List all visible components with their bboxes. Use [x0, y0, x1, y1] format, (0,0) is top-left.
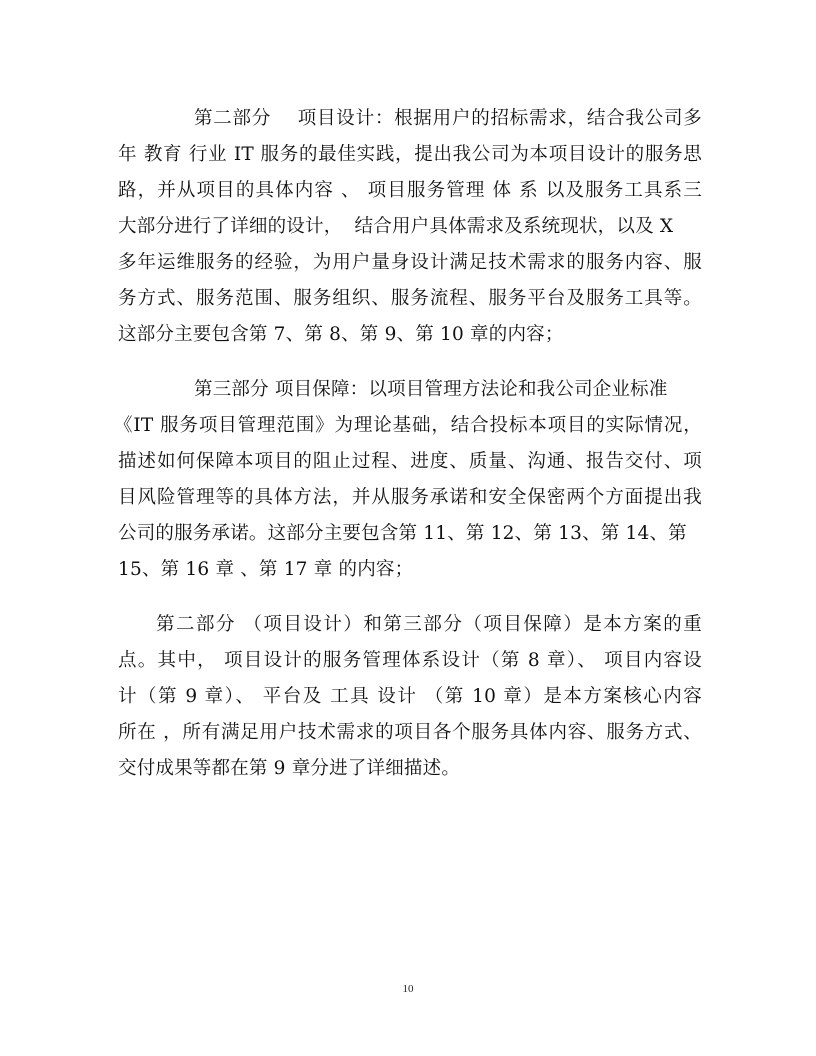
text-line: 路，并从项目的具体内容 、 项目服务管理 体 系 以及服务工具系三 [118, 180, 702, 201]
text-line: 描述如何保障本项目的阻止过程、进度、质量、沟通、报告交付、项 [118, 451, 702, 472]
text-line: 多年运维服务的经验，为用户量身设计满足技术需求的服务内容、服 [118, 252, 702, 273]
text-line: 这部分主要包含第 7、第 8、第 9、第 10 章的内容； [118, 324, 564, 345]
text-line: 15、第 16 章 、第 17 章 的内容； [118, 559, 414, 580]
page-number: 10 [402, 983, 414, 995]
text-line: 公司的服务承诺。这部分主要包含第 11、第 12、第 13、第 14、第 [118, 523, 687, 544]
text-line: 务方式、服务范围、服务组织、服务流程、服务平台及服务工具等。 [118, 288, 702, 309]
text-line: 计（第 9 章）、 平台及 工具 设计 （第 10 章）是本方案核心内容 [118, 686, 702, 707]
text-line: 《IT 服务项目管理范围》为理论基础，结合投标本项目的实际情况， [114, 415, 702, 436]
text-line: 交付成果等都在第 9 章分进了详细描述。 [118, 758, 461, 779]
text-line: 所在 ，所有满足用户技术需求的项目各个服务具体内容、服务方式、 [118, 722, 702, 743]
text-line: 第二部分 （项目设计）和第三部分（项目保障）是本方案的重 [156, 614, 702, 635]
text-line: 点。其中， 项目设计的服务管理体系设计（第 8 章）、 项目内容设 [118, 650, 702, 671]
text-line: 第三部分 项目保障：以项目管理方法论和我公司企业标准 [194, 379, 668, 400]
text-line: 第二部分 项目设计：根据用户的招标需求，结合我公司多 [194, 108, 702, 129]
text-line: 大部分进行了详细的设计， 结合用户具体需求及系统现状，以及 X [118, 216, 674, 237]
text-line: 目风险管理等的具体方法，并从服务承诺和安全保密两个方面提出我 [118, 487, 702, 508]
text-line: 年 教育 行业 IT 服务的最佳实践，提出我公司为本项目设计的服务思 [118, 144, 702, 165]
